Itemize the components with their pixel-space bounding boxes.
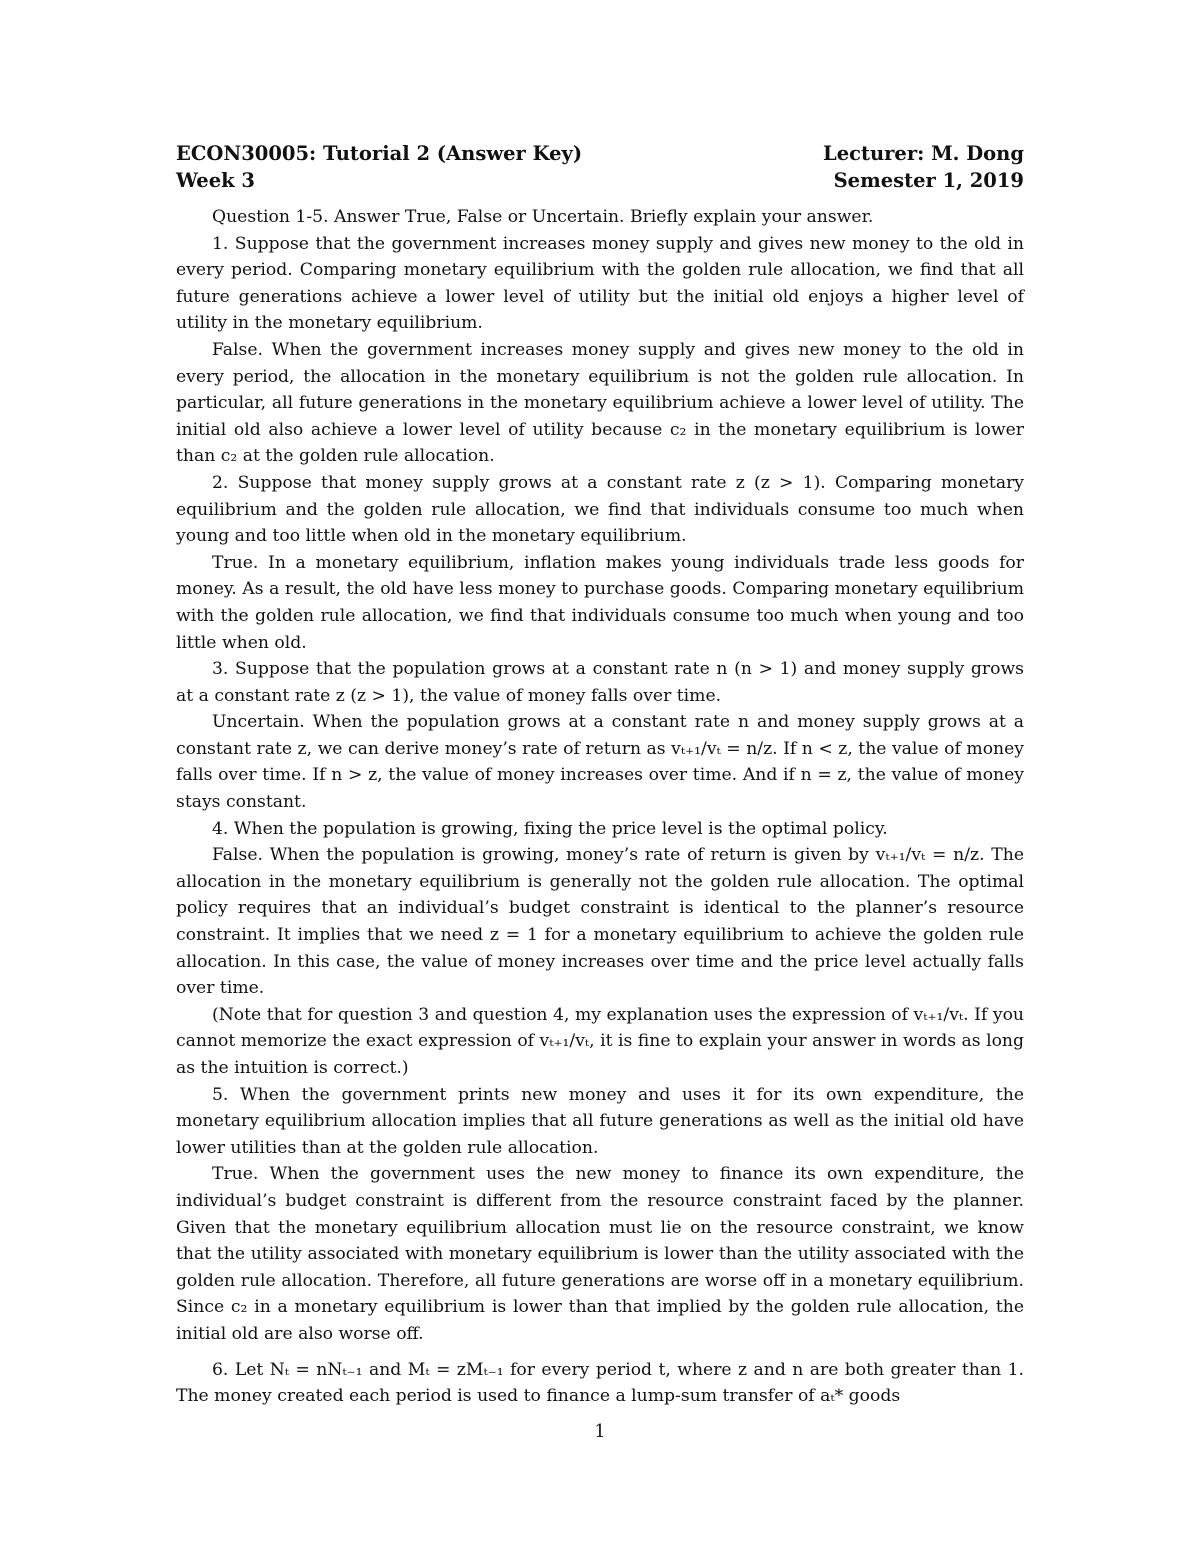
note-paragraph: (Note that for question 3 and question 4, my explanation uses the expression of vₜ₊₁/vₜ. If you cannot memorize the exact expression of vₜ₊₁/vₜ, it is fine to explain your answer in words as long as the intuition is correct.) [176,1004,1024,1078]
question-5: 5. When the government prints new money and uses it for its own expenditure, the monetary equilibrium allocation implies that all future generations as well as the initial old have lower utilities than at the golden rule allocation. [176,1084,1024,1158]
question-4: 4. When the population is growing, fixing the price level is the optimal policy. [212,818,888,839]
lecturer: Lecturer: M. Dong [822,142,1024,165]
course-title: ECON30005: Tutorial 2 (Answer Key) [176,142,583,165]
week: Week 3 [176,169,255,192]
answer-5: True. When the government uses the new money to finance its own expenditure, the individual’s budget constraint is different from the resource constraint faced by the planner. Given that the monetary equilibrium allocation must lie on the resource constraint, we know that the utility associated with monetary equilibrium is lower than the utility associated with the golden rule allocation. Therefore, all future generations are worse off in a monetary equilibrium. Since c₂ in a monetary equilibrium is lower than that implied by the golden rule allocation, the initial old are also worse off. [176,1164,1024,1344]
page-number: 1 [594,1422,606,1442]
header-row-2 [176,167,1024,194]
answer-4: False. When the population is growing, money’s rate of return is given by vₜ₊₁/vₜ = n/z. The allocation in the monetary equilibrium is generally not the golden rule allocation. The optimal policy requires that an individual’s budget constraint is identical to the planner’s resource constraint. It implies that we need z = 1 for a monetary equilibrium to achieve the golden rule allocation. In this case, the value of money increases over time and the price level actually falls over time. [176,845,1024,999]
semester: Semester 1, 2019 [833,169,1024,192]
question-6: 6. Let Nₜ = nNₜ₋₁ and Mₜ = zMₜ₋₁ for every period t, where z and n are both greater than 1. The money created each period is used to finance a lump-sum transfer of aₜ* goods [176,1359,1024,1407]
document-page [176,140,1024,1410]
question-3: 3. Suppose that the population grows at a constant rate n (n > 1) and money supply grows at a constant rate z (z > 1), the value of money falls over time. [176,659,1024,706]
answer-3: Uncertain. When the population grows at a constant rate n and money supply grows at a constant rate z, we can derive money’s rate of return as vₜ₊₁/vₜ = n/z. If n < z, the value of money falls over time. If n > z, the value of money increases over time. And if n = z, the value of money stays constant. [176,712,1024,813]
question-1: 1. Suppose that the government increases money supply and gives new money to the old in every period. Comparing monetary equilibrium with the golden rule allocation, we find that all future generations achieve a lower level of utility but the initial old enjoys a higher level of utility in the monetary equilibrium. [176,233,1024,334]
answer-2: True. In a monetary equilibrium, inflation makes young individuals trade less goods for money. As a result, the old have less money to purchase goods. Comparing monetary equilibrium with the golden rule allocation, we find that individuals consume too much when young and too little when old. [176,552,1024,653]
answer-1: False. When the government increases money supply and gives new money to the old in every period, the allocation in the monetary equilibrium is not the golden rule allocation. In particular, all future generations in the monetary equilibrium achieve a lower level of utility. The initial old also achieve a lower level of utility because c₂ in the monetary equilibrium is lower than c₂ at the golden rule allocation. [176,339,1024,467]
header-row-1 [176,140,1024,167]
question-2: 2. Suppose that money supply grows at a constant rate z (z > 1). Comparing monetary equilibrium and the golden rule allocation, we find that individuals consume too much when young and too little when old in the monetary equilibrium. [176,472,1024,547]
body-text [176,204,1024,1410]
paragraph-intro: Question 1-5. Answer True, False or Uncertain. Briefly explain your answer. [212,207,874,227]
